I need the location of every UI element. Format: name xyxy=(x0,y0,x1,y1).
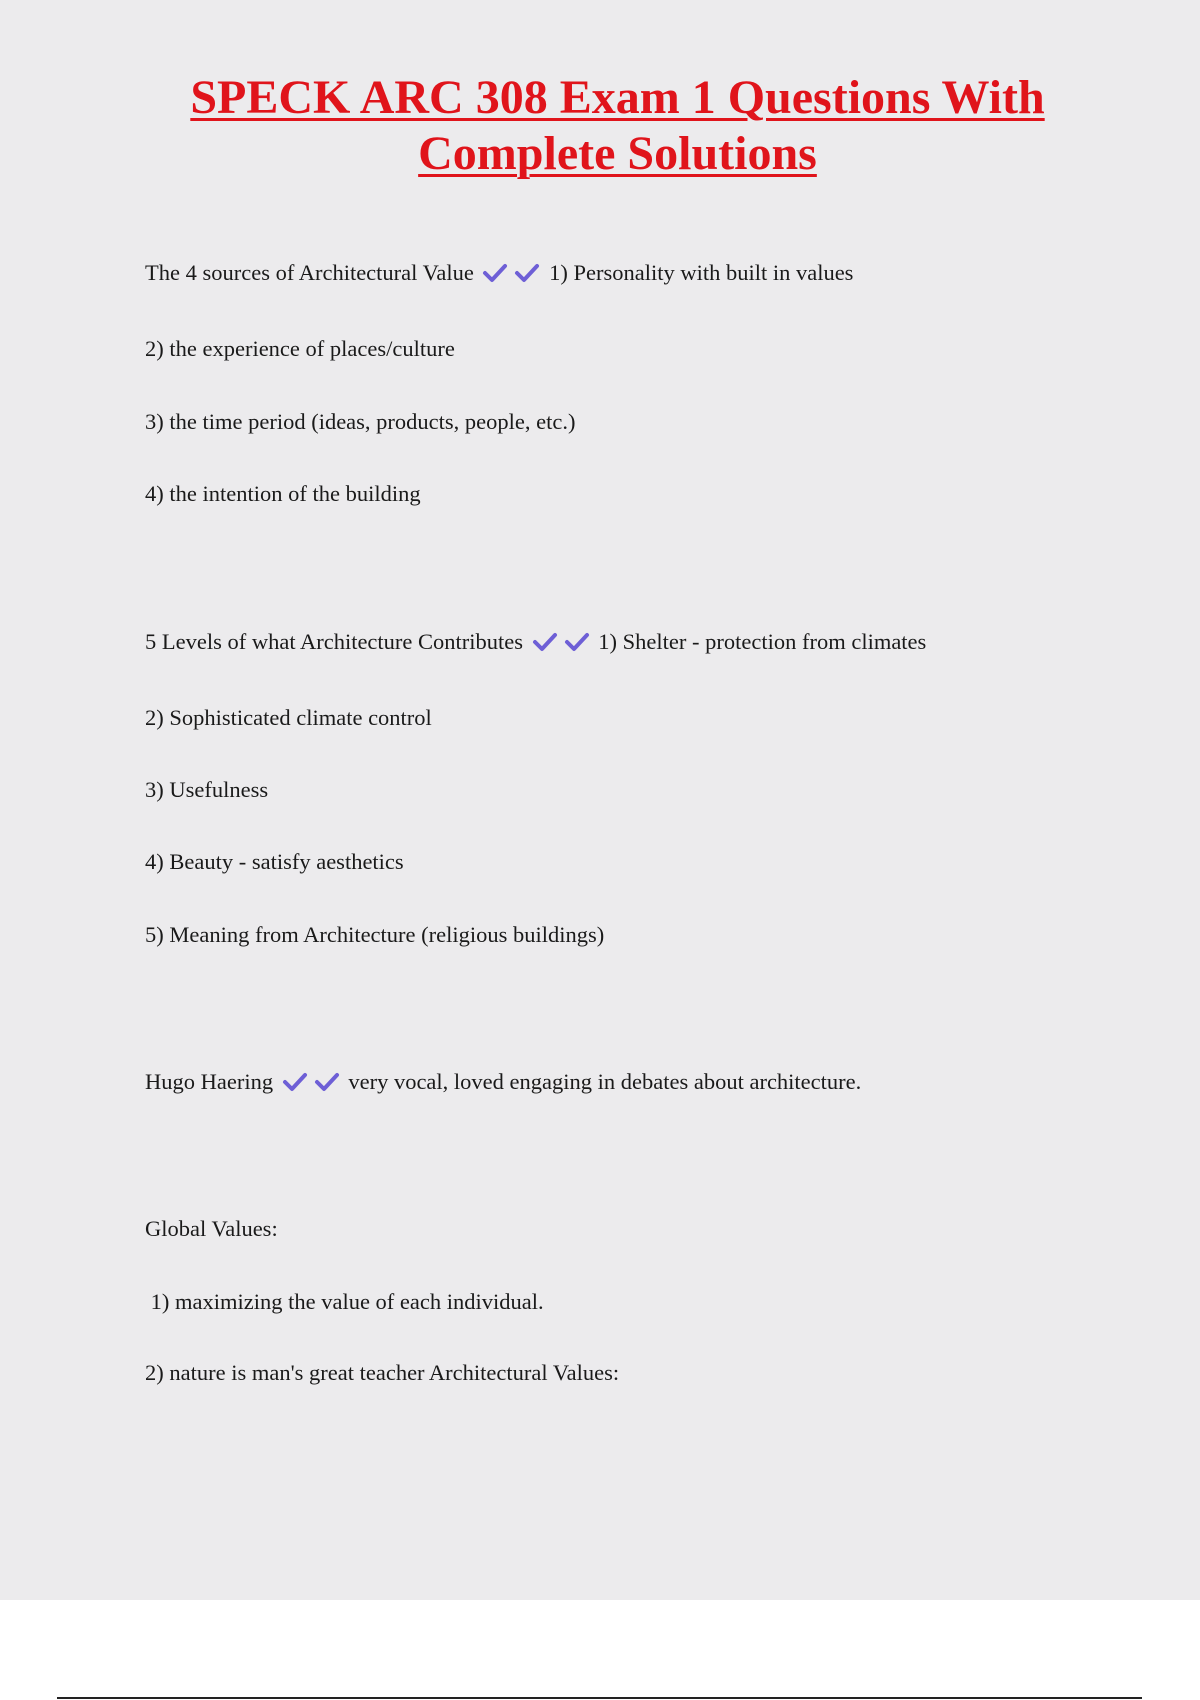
answer-text: very vocal, loved engaging in debates about architecture. xyxy=(348,1069,862,1094)
question-text: Hugo Haering xyxy=(145,1069,274,1094)
checkmark-icon xyxy=(282,1072,308,1092)
title-line-2: Complete Solutions xyxy=(418,127,817,180)
qa-row-sources-of-value xyxy=(145,258,853,288)
document-title xyxy=(0,70,1200,182)
answer-line: 1) maximizing the value of each individual. xyxy=(145,1289,544,1314)
answer-line: 5) Meaning from Architecture (religious buildings) xyxy=(145,922,605,947)
checkmark-icon xyxy=(532,632,558,652)
answer-line: 4) Beauty - satisfy aesthetics xyxy=(145,849,404,874)
question-text: The 4 sources of Architectural Value xyxy=(145,260,474,285)
answer-line: 3) Usefulness xyxy=(145,777,269,802)
global-values-heading: Global Values: xyxy=(145,1216,278,1241)
qa-row-levels-of-architecture xyxy=(145,627,926,657)
answer-line: 2) Sophisticated climate control xyxy=(145,705,432,730)
answer-line: 4) the intention of the building xyxy=(145,481,421,506)
question-text: 5 Levels of what Architecture Contributes xyxy=(145,629,524,654)
checkmark-icon xyxy=(564,632,590,652)
answer-line: 2) the experience of places/culture xyxy=(145,336,455,361)
qa-row-hugo-haering xyxy=(145,1067,861,1097)
answer-text: 1) Shelter - protection from climates xyxy=(598,629,927,654)
checkmark-icon xyxy=(314,1072,340,1092)
checkmark-icon xyxy=(482,263,508,283)
title-line-1: SPECK ARC 308 Exam 1 Questions With xyxy=(190,71,1045,124)
checkmark-icon xyxy=(514,263,540,283)
answer-line: 2) nature is man's great teacher Architectural Values: xyxy=(145,1360,620,1385)
answer-line: 3) the time period (ideas, products, people, etc.) xyxy=(145,409,576,434)
answer-text: 1) Personality with built in values xyxy=(549,260,854,285)
footer-divider xyxy=(57,1697,1142,1699)
